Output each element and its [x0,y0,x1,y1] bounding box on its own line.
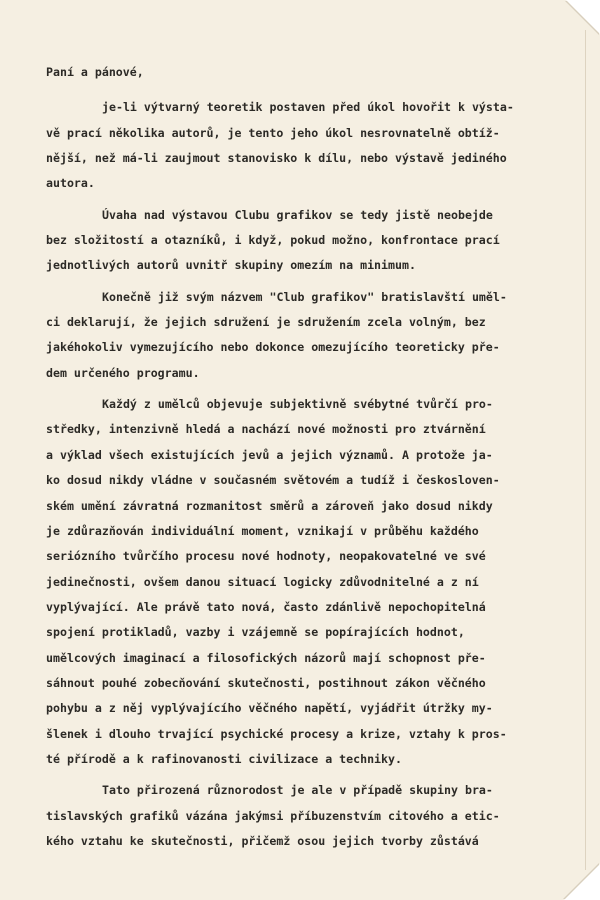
text-line: sáhnout pouhé zobecňování skutečnosti, postihnout zákon věčného [46,675,486,690]
text-line: pohybu a z něj vyplývajícího věčného napětí, vyjádřit útržky my- [46,701,493,716]
paragraph-5 [46,778,562,854]
text-line: středky, intenzivně hledá a nachází nové možnosti pro ztvárnění [46,422,486,437]
text-line: jakéhokoliv vymezujícího nebo dokonce omezujícího teoreticky pře- [46,340,500,355]
paragraph-2 [46,203,562,279]
text-line: seriózního tvůrčího procesu nové hodnoty, neopakovatelné ve své [46,549,486,564]
text-line: Tato přirozená různorodost je ale v případě skupiny bra- [102,783,493,798]
folded-corner-bottom-right [564,864,600,900]
text-line: Každý z umělců objevuje subjektivně svébytné tvůrčí pro- [102,397,493,412]
text-line: ko dosud nikdy vládne v současném světovém a tudíž i českosloven- [46,473,500,488]
text-line: je zdůrazňován individuální moment, vznikají v průběhu každého [46,523,479,538]
text-line: vě prací několika autorů, je tento jeho úkol nesrovnatelně obtíž- [46,125,500,140]
text-line: Úvaha nad výstavou Clubu grafikov se tedy jistě neobejde [102,207,493,222]
text-line: a výklad všech existujících jevů a jejich významů. A protože ja- [46,447,493,462]
text-line: ci deklarují, že jejich sdružení je sdružením zcela volným, bez [46,315,486,330]
text-line: té přírodě a k rafinovanosti civilizace a techniky. [46,751,402,766]
text-line: autora. [46,176,95,191]
text-line: kého vztahu ke skutečnosti, přičemž osou jejich tvorby zůstává [46,833,479,848]
folded-corner-top-right [566,0,600,34]
paragraph-1 [46,95,562,196]
text-line: spojení protikladů, vazby i vzájemně se popírajících hodnot, [46,625,465,640]
text-line: ském umění závratná rozmanitost směrů a zároveň jako dosud nikdy [46,498,493,513]
page-edge-shadow [585,30,586,870]
text-line: šlenek i dlouho trvající psychické procesy a krize, vztahy k pros- [46,726,507,741]
text-line: jedinečnosti, ovšem danou situací logicky zdůvodnitelné a z ní [46,574,479,589]
text-line: je-li výtvarný teoretik postaven před úkol hovořit k výsta- [102,100,514,115]
salutation: Paní a pánové, [46,65,144,79]
text-line: Konečně již svým názvem "Club grafikov" bratislavští uměl- [102,289,507,304]
text-line: nější, než má-li zaujmout stanovisko k dílu, nebo výstavě jediného [46,151,507,166]
text-line: tislavských grafiků vázána jakýmsi příbuzenstvím citového a etic- [46,808,500,823]
text-line: jednotlivých autorů uvnitř skupiny omezím na minimum. [46,258,416,273]
text-line: bez složitostí a otazníků, i když, pokud možno, konfrontace prací [46,233,500,248]
text-line: umělcových imaginací a filosofických názorů mají schopnost pře- [46,650,486,665]
text-line: dem určeného programu. [46,365,200,380]
paragraph-3 [46,285,562,386]
document-body [46,60,562,854]
text-line: vyplývající. Ale právě tato nová, často zdánlivě nepochopitelná [46,599,486,614]
paragraph-4 [46,392,562,772]
